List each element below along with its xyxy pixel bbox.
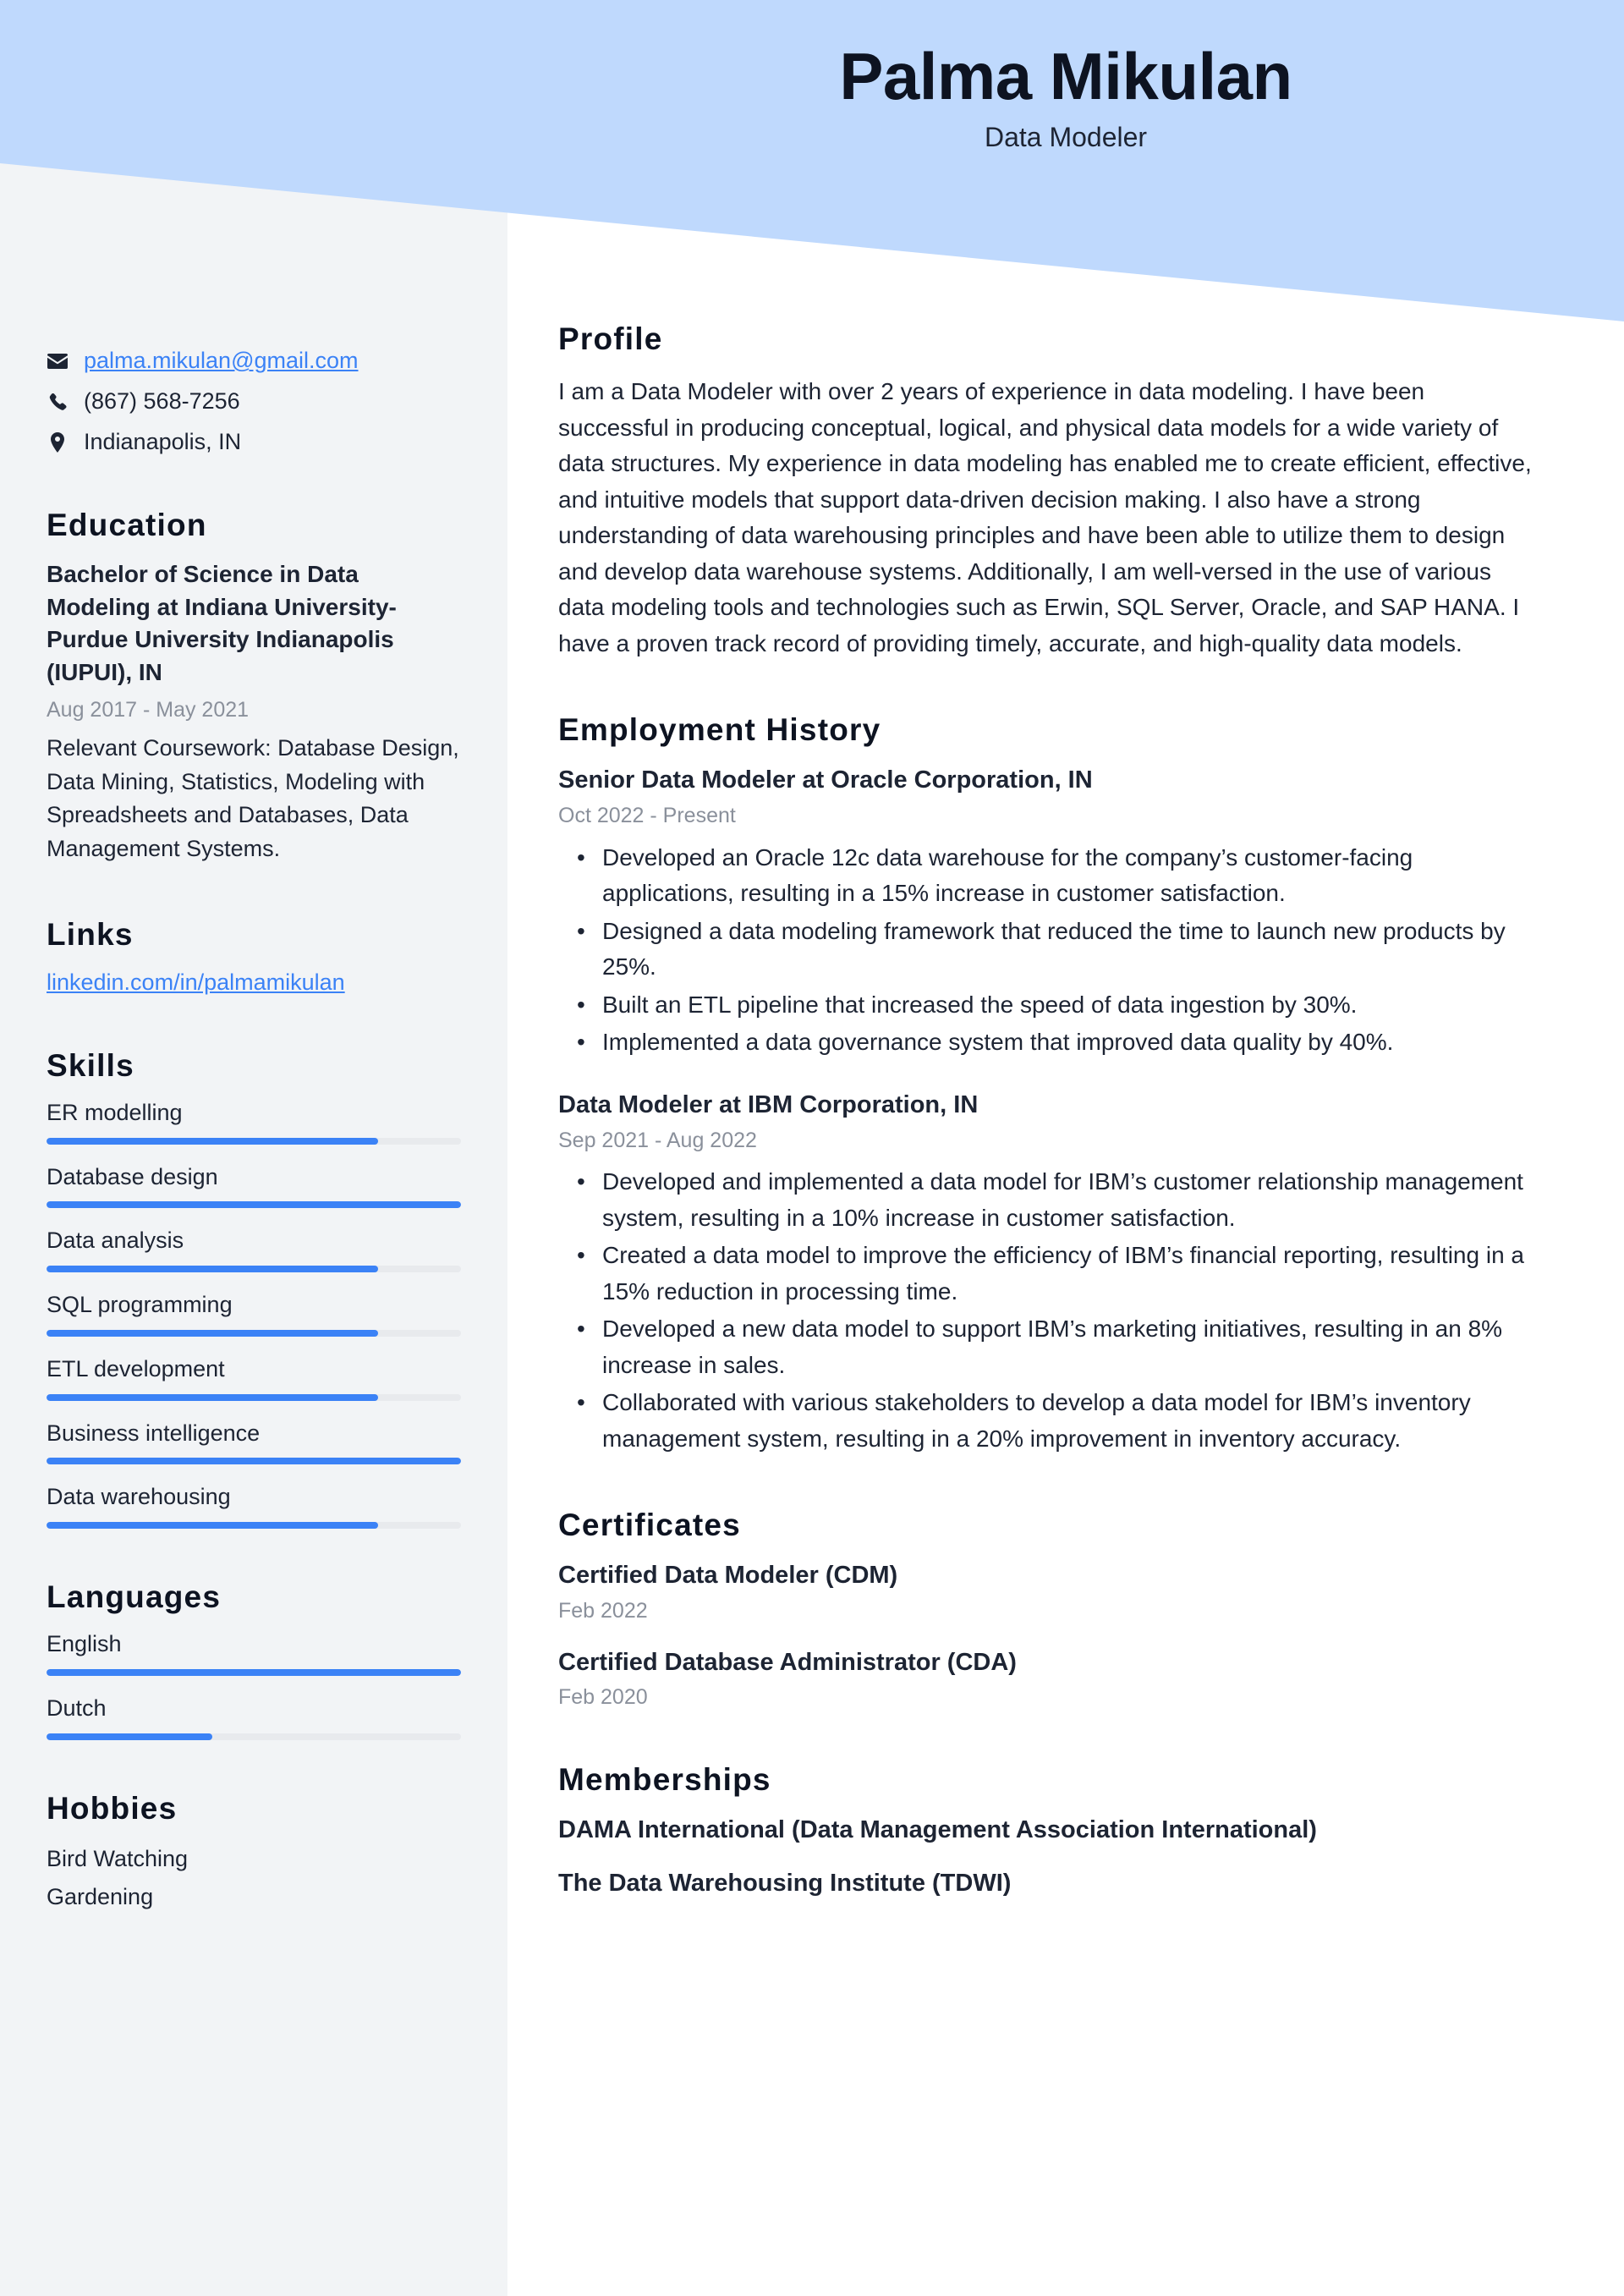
education-entry [47,558,461,866]
job-bullet: • Developed a new data model to support IBM’s marketing initiatives, resulting in an 8% increase in sales. [602,1311,1539,1383]
skill-bar-track [47,1458,461,1464]
certificate-title: Certified Data Modeler (CDM) [558,1562,898,1590]
contact-row-phone [47,387,461,416]
contact-list [47,347,461,457]
certificate-entry [558,1647,1539,1711]
section-heading-employment: Employment History [558,712,881,748]
skill-label: ER modelling [47,1099,183,1125]
section-heading-certificates: Certificates [558,1508,741,1543]
language-item [47,1695,461,1740]
job-date: Oct 2022 - Present [558,804,736,828]
contact-row-location [47,428,461,457]
section-certificates [558,1508,1539,1711]
skill-bar-track [47,1138,461,1145]
skill-label: Data warehousing [47,1484,231,1510]
skill-item [47,1163,461,1209]
job-entry [558,1090,1539,1458]
skill-bar-track [47,1394,461,1401]
skill-bar-fill [47,1266,378,1272]
hobby-item: Gardening [47,1884,154,1910]
job-bullet: • Designed a data modeling framework that reduced the time to launch new products by 25%. [602,914,1539,986]
membership-item: The Data Warehousing Institute (TDWI) [558,1870,1012,1898]
skill-bar-track [47,1201,461,1208]
job-bullets [558,840,1539,1061]
hobby-item: Bird Watching [47,1845,189,1871]
skill-bar-track [47,1266,461,1272]
skill-bar-fill [47,1394,378,1401]
section-heading-languages: Languages [47,1579,222,1615]
location-pin-icon [47,431,69,453]
skill-bar-fill [47,1138,378,1145]
skills-list [47,1099,461,1529]
language-bar-track [47,1733,461,1740]
section-heading-links: Links [47,916,134,952]
certificate-title: Certified Database Administrator (CDA) [558,1648,1017,1676]
phone-number: (867) 568-7256 [84,388,240,415]
skill-label: SQL programming [47,1292,233,1318]
phone-icon [47,392,69,412]
job-bullet: • Collaborated with various stakeholders to develop a data model for IBM’s inventory management system, resulting in a 20% improvement in inventory accuracy. [602,1385,1539,1457]
job-bullets [558,1164,1539,1457]
certificate-date: Feb 2020 [558,1685,648,1710]
linkedin-link[interactable]: linkedin.com/in/palmamikulan [47,969,345,995]
job-entry [558,765,1539,1060]
languages-list [47,1630,461,1740]
skill-item [47,1483,461,1529]
skill-bar-fill [47,1201,461,1208]
section-heading-memberships: Memberships [558,1761,771,1797]
certificate-entry [558,1560,1539,1624]
location-text: Indianapolis, IN [84,429,242,455]
section-employment [558,712,1539,1457]
job-bullet: • Developed an Oracle 12c data warehouse for the company’s customer-facing applications, resulting in a 15% increase in customer satisfaction. [602,840,1539,912]
education-title: Bachelor of Science in Data Modeling at Indiana University-Purdue University Indianapolis (IUPUI), IN [47,561,397,685]
job-bullet: • Built an ETL pipeline that increased the speed of data ingestion by 30%. [602,987,1539,1024]
skill-label: Business intelligence [47,1420,261,1446]
education-description: Relevant Coursework: Database Design, Data Mining, Statistics, Modeling with Spreadsheets and Databases, Data Management Systems. [47,735,459,862]
skill-item [47,1420,461,1465]
job-bullet: • Implemented a data governance system that improved data quality by 40%. [602,1024,1539,1061]
skill-label: Data analysis [47,1228,184,1254]
skill-item [47,1355,461,1401]
skill-item [47,1227,461,1272]
language-item [47,1630,461,1676]
skill-bar-fill [47,1458,461,1464]
hobbies-list [47,1842,461,1916]
skill-bar-fill [47,1330,378,1337]
skill-label: ETL development [47,1355,225,1381]
language-bar-fill [47,1669,461,1676]
email-link[interactable]: palma.mikulan@gmail.com [84,348,359,374]
skill-bar-fill [47,1522,378,1529]
job-title: Data Modeler at IBM Corporation, IN [558,1090,979,1118]
language-label: English [47,1631,122,1657]
job-bullet: • Created a data model to improve the efficiency of IBM’s financial reporting, resulting in a 15% reduction in processing time. [602,1238,1539,1310]
certificate-date: Feb 2022 [558,1599,648,1623]
membership-item: DAMA International (Data Management Association International) [558,1815,1317,1843]
header-title-block [508,39,1624,153]
section-heading-profile: Profile [558,321,663,356]
skill-item [47,1099,461,1145]
skill-bar-track [47,1330,461,1337]
section-heading-hobbies: Hobbies [47,1790,178,1826]
job-title: Senior Data Modeler at Oracle Corporation, IN [558,766,1093,794]
page-title: Palma Mikulan [839,39,1292,113]
section-heading-education: Education [47,508,207,542]
section-heading-skills: Skills [47,1047,134,1083]
education-date: Aug 2017 - May 2021 [47,697,250,722]
skill-bar-track [47,1522,461,1529]
profile-text: I am a Data Modeler with over 2 years of experience in data modeling. I have been successful in producing conceptual, logical, and physical data models for a wide variety of data structures. My experience in data modeling has enabled me to create efficient, effective, and intuitive models that support data-driven decision making. I also have a strong understanding of data warehousing principles and have been able to utilize them to design and develop data warehouse systems. Additionally, I am well-versed in the use of various data modeling tools and technologies such as Erwin, SQL Server, Oracle, and SAP HANA. I have a proven track record of providing timely, accurate, and high-quality data models. [558,378,1532,656]
language-bar-fill [47,1733,212,1740]
language-bar-track [47,1669,461,1676]
job-title-subtitle: Data Modeler [984,121,1148,152]
job-bullet: • Developed and implemented a data model for IBM’s customer relationship management system, resulting in a 10% increase in customer satisfaction. [602,1164,1539,1236]
skill-label: Database design [47,1163,218,1189]
contact-row-email[interactable] [47,347,461,376]
skill-item [47,1291,461,1337]
language-label: Dutch [47,1695,107,1721]
job-date: Sep 2021 - Aug 2022 [558,1128,757,1152]
section-memberships [558,1762,1539,1900]
main-content [508,0,1624,2296]
sidebar [0,0,508,2296]
section-profile [558,321,1539,662]
envelope-icon [47,353,69,370]
